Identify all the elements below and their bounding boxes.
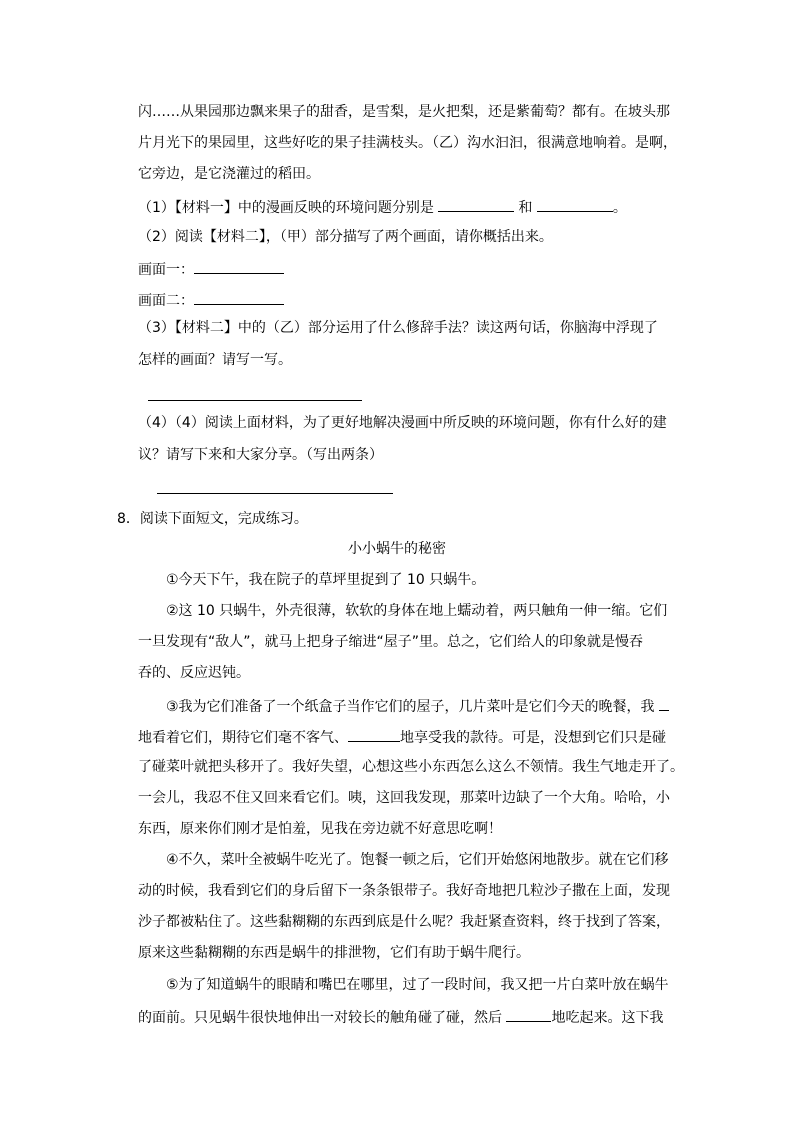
question-4-line: 议？请写下来和大家分享。（写出两条）	[138, 447, 383, 463]
answer-blank[interactable]	[438, 197, 514, 212]
material-line: 片月光下的果园里，这些好吃的果子挂满枝头。（乙）沟水汩汩，很满意地响着。是啊，	[138, 135, 677, 151]
answer-blank[interactable]	[194, 290, 284, 305]
paragraph-line	[138, 1007, 663, 1025]
scene-label: 画面一：	[138, 262, 194, 278]
paragraph-text: 地看着它们，期待它们毫不客气、	[138, 730, 348, 746]
question-text: 。	[612, 200, 627, 216]
question-text: 和	[518, 200, 537, 216]
paragraph-line: 原来这些黏糊糊的东西是蜗牛的排泄物，它们有助于蜗牛爬行。	[138, 945, 530, 961]
answer-blank[interactable]	[506, 1007, 551, 1022]
paragraph-text: 的面前。只见蜗牛很快地伸出一对较长的触角碰了碰，然后	[138, 1010, 507, 1026]
paragraph-line: 一会儿，我忍不住又回来看它们。咦，这回我发现，那菜叶边缺了一个大角。哈哈，小	[138, 790, 670, 806]
paragraph-line	[166, 696, 669, 714]
paragraph-line: 一旦发现有“敌人”，就马上把身子缩进“屋子”里。总之，它们给人的印象就是慢吞	[138, 634, 644, 650]
paragraph-text: 地享受我的款待。可是，没想到它们只是碰	[400, 730, 666, 746]
answer-line[interactable]	[148, 400, 362, 401]
answer-blank[interactable]	[194, 259, 284, 274]
paragraph-line: ⑤为了知道蜗牛的眼睛和嘴巴在哪里，过了一段时间，我又把一片白菜叶放在蜗牛	[166, 977, 669, 993]
paragraph-line: ④不久，菜叶全被蜗牛吃光了。饱餐一顿之后，它们开始悠闲地散步。就在它们移	[166, 852, 669, 868]
question-2: （2）阅读【材料二】，（甲）部分描写了两个画面，请你概括出来。	[138, 229, 553, 245]
question-1	[138, 197, 627, 215]
question-3-line: 怎样的画面？请写一写。	[138, 352, 292, 368]
material-line: 闪……从果园那边飘来果子的甜香，是雪梨，是火把梨，还是紫葡萄？都有。在坡头那	[138, 104, 670, 120]
answer-blank[interactable]	[348, 727, 400, 742]
answer-blank[interactable]	[537, 197, 613, 212]
paragraph-line: ②这 10 只蜗牛，外壳很薄，软软的身体在地上蠕动着，两只触角一伸一缩。它们	[166, 603, 668, 619]
answer-line[interactable]	[157, 493, 393, 494]
paragraph-text: ③我为它们准备了一个纸盒子当作它们的屋子，几片菜叶是它们今天的晚餐，我	[166, 699, 659, 715]
paragraph-line: 了碰菜叶就把头移开了。我好失望，心想这些小东西怎么这么不领情。我生气地走开了。	[138, 759, 684, 775]
material-line: 它旁边，是它浇灌过的稻田。	[138, 166, 320, 182]
question-text: （1）【材料一】中的漫画反映的环境问题分别是	[138, 200, 439, 216]
paragraph-text: 地吃起来。这下我	[551, 1010, 664, 1026]
paragraph-line	[138, 727, 666, 745]
paragraph-line: 动的时候，我看到它们的身后留下一条条银带子。我好奇地把几粒沙子撒在上面，发现	[138, 883, 670, 899]
paragraph-line: 东西，原来你们刚才是怕羞，见我在旁边就不好意思吃啊！	[138, 821, 502, 837]
paragraph-line: 沙子都被粘住了。这些黏糊糊的东西到底是什么呢？我赶紧查资料，终于找到了答案，	[138, 914, 670, 930]
scene-label: 画面二：	[138, 293, 194, 309]
passage-title: 小小蜗牛的秘密	[348, 541, 446, 557]
question-3-line: （3）【材料二】中的（乙）部分运用了什么修辞手法？读这两句话，你脑海中浮现了	[138, 320, 658, 336]
paragraph-line: 吞的、反应迟钝。	[138, 665, 250, 681]
scene-2	[138, 290, 284, 308]
scene-1	[138, 259, 284, 277]
question-4-line: （4）（4）阅读上面材料，为了更好地解决漫画中所反映的环境问题，你有什么好的建	[138, 415, 667, 431]
paragraph-line: ①今天下午，我在院子的草坪里捉到了 10 只蜗牛。	[166, 572, 486, 588]
question-8-prompt: 8．阅读下面短文，完成练习。	[117, 511, 308, 527]
answer-blank[interactable]	[659, 696, 669, 711]
